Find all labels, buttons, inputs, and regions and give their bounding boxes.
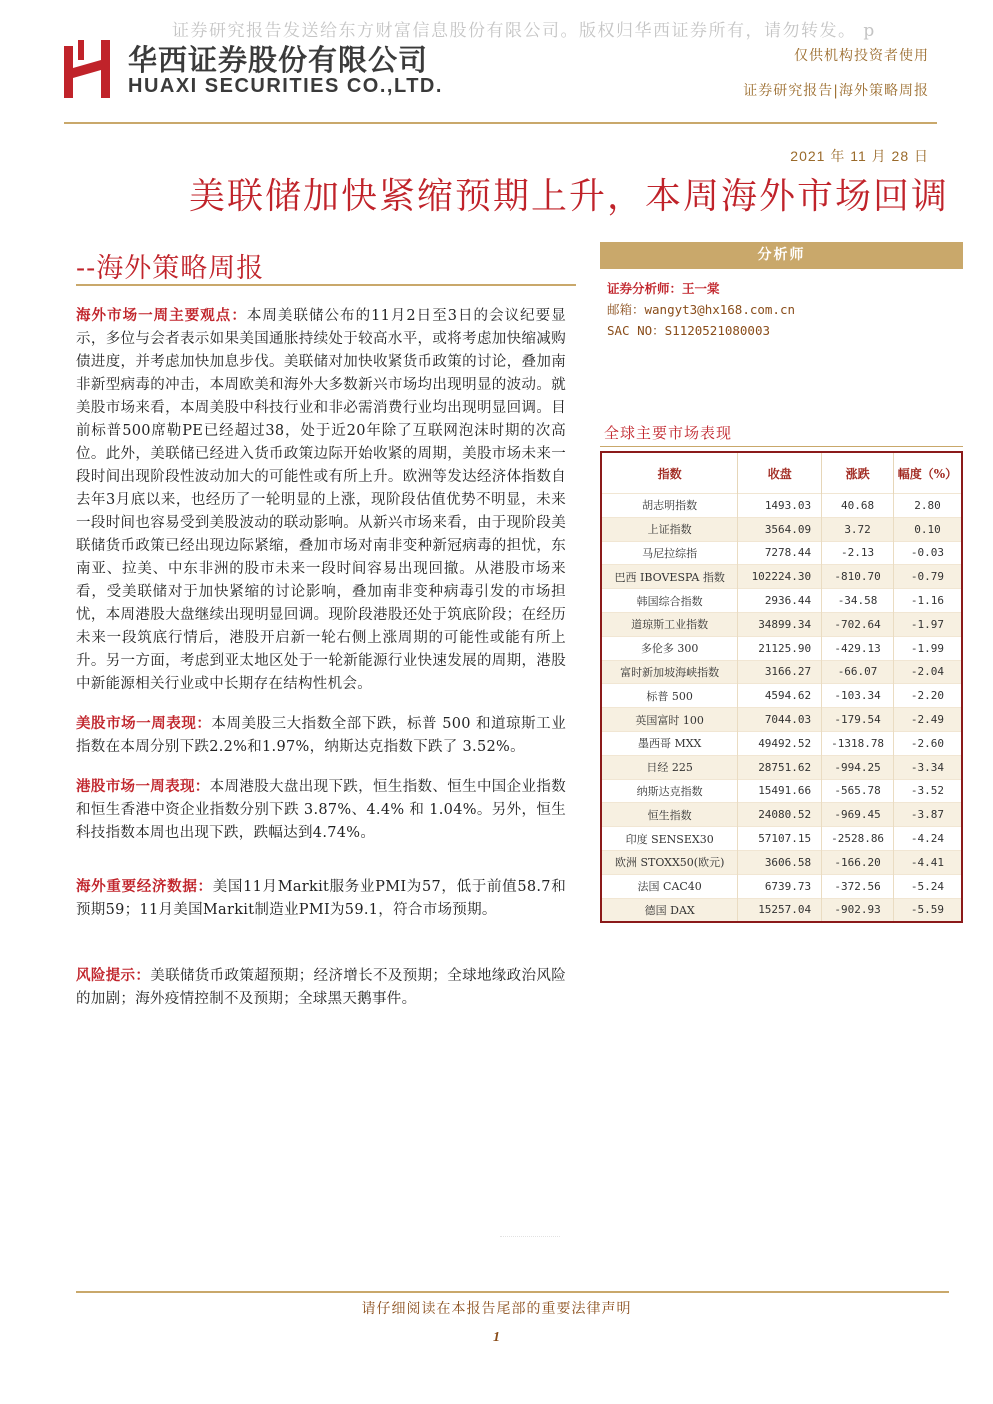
change-value: -372.56: [822, 874, 894, 898]
table-row: [601, 517, 962, 541]
legal-disclaimer-note: 请仔细阅读在本报告尾部的重要法律声明: [361, 1301, 632, 1317]
change-value: -103.34: [822, 684, 894, 708]
pct-value: -1.99: [893, 636, 962, 660]
pct-value: -2.20: [893, 684, 962, 708]
change-value: -34.58: [822, 589, 894, 613]
table-row: [601, 684, 962, 708]
page-subtitle: --海外策略周报: [76, 253, 265, 284]
analyst-sac: SAC NO：S1120521080003: [607, 323, 771, 338]
index-name: 纳斯达克指数: [601, 779, 738, 803]
change-value: -969.45: [822, 803, 894, 827]
market-table: [600, 451, 963, 923]
hk-market-lead: 港股市场一周表现：: [76, 778, 210, 795]
pct-value: -2.04: [893, 660, 962, 684]
change-value: -702.64: [822, 612, 894, 636]
market-table-title-divider: [600, 446, 963, 447]
index-name: 巴西 IBOVESPA 指数: [601, 565, 738, 589]
hk-market-paragraph: [76, 775, 566, 845]
change-value: -565.78: [822, 779, 894, 803]
table-row: [601, 565, 962, 589]
change-value: -994.25: [822, 755, 894, 779]
index-name: 上证指数: [601, 517, 738, 541]
table-row: [601, 636, 962, 660]
table-row: [601, 850, 962, 874]
hk-market-text: 本周港股大盘出现下跌，恒生指数、恒生中国企业指数和恒生香港中资企业指数分别下跌 3.87%、4.4% 和 1.04%。另外，恒生科技指数本周也出现下跌，跌幅达到4.74%。: [76, 779, 566, 841]
page-title: 美联储加快紧缩预期上升，本周海外市场回调: [188, 176, 949, 217]
close-value: 15257.04: [738, 898, 822, 922]
col-header-pct: 幅度（%）: [893, 452, 962, 494]
analyst-name: 证券分析师：王一棠: [607, 281, 720, 296]
pct-value: -1.97: [893, 612, 962, 636]
index-name: 日经 225: [601, 755, 738, 779]
table-row: [601, 494, 962, 518]
econ-data-lead: 海外重要经济数据：: [76, 878, 213, 895]
decorative-dots: [500, 1236, 560, 1239]
index-name: 欧洲 STOXX50(欧元): [601, 850, 738, 874]
pct-value: -0.79: [893, 565, 962, 589]
report-date: 2021 年 11 月 28 日: [790, 148, 929, 164]
table-row: [601, 898, 962, 922]
change-value: 40.68: [822, 494, 894, 518]
analyst-info: [607, 278, 795, 341]
change-value: -2.13: [822, 541, 894, 565]
pct-value: -4.24: [893, 827, 962, 851]
econ-data-text: 美国11月Markit服务业PMI为57，低于前值58.7和预期59；11月美国Markit制造业PMI为59.1，符合市场预期。: [76, 879, 566, 918]
index-name: 英国富时 100: [601, 708, 738, 732]
change-value: -429.13: [822, 636, 894, 660]
table-row: [601, 589, 962, 613]
close-value: 7044.03: [738, 708, 822, 732]
col-header-close: 收盘: [738, 452, 822, 494]
index-name: 法国 CAC40: [601, 874, 738, 898]
econ-data-paragraph: [76, 875, 566, 922]
index-name: 马尼拉综指: [601, 541, 738, 565]
pct-value: -2.49: [893, 708, 962, 732]
us-market-lead: 美股市场一周表现：: [76, 715, 212, 732]
pct-value: -1.16: [893, 589, 962, 613]
table-row: [601, 660, 962, 684]
analyst-header: 分析师: [600, 242, 963, 269]
index-name: 道琼斯工业指数: [601, 612, 738, 636]
close-value: 1493.03: [738, 494, 822, 518]
overview-paragraph: [76, 304, 566, 696]
col-header-index: 指数: [601, 452, 738, 494]
change-value: -179.54: [822, 708, 894, 732]
company-name-en: HUAXI SECURITIES CO.,LTD.: [128, 75, 443, 97]
us-market-text: 本周美股三大指数全部下跌，标普 500 和道琼斯工业指数在本周分别下跌2.2%和1.97%，纳斯达克指数下跌了 3.52%。: [76, 716, 566, 755]
index-name: 墨西哥 MXX: [601, 731, 738, 755]
close-value: 21125.90: [738, 636, 822, 660]
change-value: 3.72: [822, 517, 894, 541]
pct-value: 2.80: [893, 494, 962, 518]
col-header-change: 涨跌: [822, 452, 894, 494]
pct-value: 0.10: [893, 517, 962, 541]
pct-value: -5.24: [893, 874, 962, 898]
table-row: [601, 827, 962, 851]
market-table-title: 全球主要市场表现: [604, 424, 733, 442]
watermark-text: 证券研究报告发送给东方财富信息股份有限公司。版权归华西证券所有，请勿转发。 p: [172, 21, 876, 41]
audience-note: 仅供机构投资者使用: [794, 48, 929, 64]
index-name: 恒生指数: [601, 803, 738, 827]
close-value: 24080.52: [738, 803, 822, 827]
pct-value: -3.87: [893, 803, 962, 827]
change-value: -902.93: [822, 898, 894, 922]
table-row: [601, 874, 962, 898]
table-row: [601, 755, 962, 779]
close-value: 3564.09: [738, 517, 822, 541]
index-name: 多伦多 300: [601, 636, 738, 660]
close-value: 3166.27: [738, 660, 822, 684]
overview-lead: 海外市场一周主要观点：: [76, 307, 247, 324]
huaxi-logo-icon: [64, 40, 110, 98]
table-row: [601, 731, 962, 755]
pct-value: -4.41: [893, 850, 962, 874]
close-value: 57107.15: [738, 827, 822, 851]
header-divider: [64, 122, 937, 124]
market-table-header-row: [601, 452, 962, 494]
close-value: 49492.52: [738, 731, 822, 755]
index-name: 富时新加坡海峡指数: [601, 660, 738, 684]
subtitle-divider: [76, 284, 576, 286]
analyst-email: 邮箱：wangyt3@hx168.com.cn: [607, 302, 796, 317]
index-name: 标普 500: [601, 684, 738, 708]
change-value: -66.07: [822, 660, 894, 684]
close-value: 2936.44: [738, 589, 822, 613]
overview-text: 本周美联储公布的11月2日至3日的会议纪要显示，多位与会者表示如果美国通胀持续处于较高水平，或将考虑加快缩减购债进度，并考虑加快加息步伐。美联储对加快收紧货币政策的讨论，叠加南非新型病毒的冲击，本周欧美和海外大多数新兴市场均出现明显的波动。就美股市场来看，本周美股中科技行业和非必需消费行业均出现明显回调。目前标普500席勒PE已经超过38，处于近20年除了互联网泡沫时期的次高位。此外，美联储已经进入货币政策边际开始收紧的周期，美股市场未来一段时间出现阶段性波动加大的可能性或有所上升。欧洲等发达经济体指数自去年3月底以来，也经历了一轮明显的上涨，现阶段估值优势不明显，未来一段时间也容易受到美股波动的联动影响。从新兴市场来看，由于现阶段美联储货币政策已经出现边际紧缩，叠加市场对南非变种新冠病毒的担忧，东南亚、拉美、中东非洲的股市未来一段时间容易出现回撤。从港股市场来看，受美联储对于加快紧缩的讨论影响，叠加南非变种病毒引发的市场担忧，本周港股大盘继续出现明显回调。现阶段港股还处于筑底阶段；在经历未来一段筑底行情后，港股开启新一轮右侧上涨周期的可能性或能有所上升。另一方面，考虑到亚太地区处于一轮新能源行业快速发展的周期，港股中新能源相关行业或中长期存在结构性机会。: [76, 308, 566, 692]
pct-value: -2.60: [893, 731, 962, 755]
risk-text: 美联储货币政策超预期；经济增长不及预期；全球地缘政治风险的加剧；海外疫情控制不及预期；全球黑天鹅事件。: [76, 968, 566, 1007]
table-row: [601, 612, 962, 636]
close-value: 4594.62: [738, 684, 822, 708]
index-name: 韩国综合指数: [601, 589, 738, 613]
pct-value: -3.34: [893, 755, 962, 779]
close-value: 34899.34: [738, 612, 822, 636]
breadcrumb: 证券研究报告|海外策略周报: [743, 83, 929, 99]
close-value: 6739.73: [738, 874, 822, 898]
table-row: [601, 541, 962, 565]
change-value: -810.70: [822, 565, 894, 589]
index-name: 印度 SENSEX30: [601, 827, 738, 851]
risk-lead: 风险提示：: [76, 967, 151, 984]
pct-value: -5.59: [893, 898, 962, 922]
pct-value: -0.03: [893, 541, 962, 565]
pct-value: -3.52: [893, 779, 962, 803]
change-value: -2528.86: [822, 827, 894, 851]
index-name: 德国 DAX: [601, 898, 738, 922]
change-value: -166.20: [822, 850, 894, 874]
table-row: [601, 708, 962, 732]
table-row: [601, 803, 962, 827]
close-value: 102224.30: [738, 565, 822, 589]
page-number: 1: [493, 1330, 500, 1345]
table-row: [601, 779, 962, 803]
footer-divider: [76, 1291, 949, 1293]
company-name-cn: 华西证券股份有限公司: [128, 43, 429, 77]
close-value: 3606.58: [738, 850, 822, 874]
us-market-paragraph: [76, 712, 566, 759]
close-value: 7278.44: [738, 541, 822, 565]
change-value: -1318.78: [822, 731, 894, 755]
close-value: 28751.62: [738, 755, 822, 779]
risk-paragraph: [76, 964, 566, 1011]
close-value: 15491.66: [738, 779, 822, 803]
body-column: [76, 304, 566, 1023]
index-name: 胡志明指数: [601, 494, 738, 518]
